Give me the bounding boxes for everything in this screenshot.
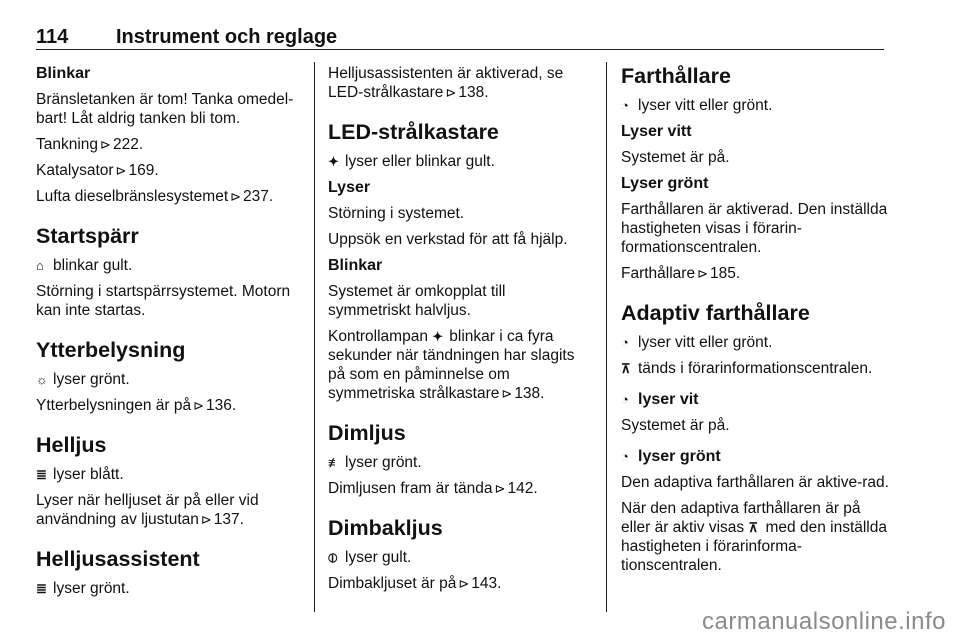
lyser-vitt-heading: Lyser vitt (621, 123, 692, 140)
column-2 (328, 64, 590, 600)
led-indicator: ✦ lyser eller blinkar gult. (328, 153, 495, 170)
farth-ref: Farthållare ⊳ 185. (621, 265, 741, 282)
dimbak-indicator: ⦶ lyser gult. (328, 549, 412, 566)
adaptiv-indicator: ◔ lyser vitt eller grönt. (621, 334, 773, 351)
startsparr-heading: Startspärr (36, 224, 139, 248)
column-divider (606, 62, 607, 612)
lyser-gront-adaptiv-heading: ◔ lyser grönt (621, 448, 721, 465)
section-title: Instrument och reglage (116, 26, 338, 48)
header-rule (36, 49, 884, 50)
lyser-gront-text: Farthållaren är aktiverad. Den inställda hastigheten visas i förarin-formationscentralen. (621, 201, 888, 256)
ref-arrow-icon: ⊳ (193, 398, 205, 413)
tankning-ref: Tankning ⊳ 222. (36, 136, 144, 153)
helljus-text: Lyser när helljuset är på eller vid användning av ljustutan ⊳ 137. (36, 492, 259, 528)
ref-arrow-icon: ⊳ (458, 576, 470, 591)
lyser-gront-heading: Lyser grönt (621, 175, 709, 192)
helljusassistent-indicator: ≣ lyser grönt. (36, 580, 130, 597)
blinkar-heading: Blinkar (36, 65, 91, 82)
ref-arrow-icon: ⊳ (100, 137, 111, 152)
ref-arrow-icon: ⊳ (115, 163, 127, 178)
adaptiv-gront-text-2: När den adaptiva farthållaren är på eller är aktiv visas ⊼ med den inställda hastigheten i förarinforma-tionscentralen. (621, 500, 887, 574)
blinkar-text-2: Kontrollampan ✦ blinkar i ca fyra sekunder när tändningen har slagits på som en påminnelse om symmetriska strålkastare ⊳ 138. (328, 328, 575, 402)
exterior-light-icon: ☼ (36, 372, 48, 387)
ref-arrow-icon: ⊳ (200, 512, 212, 527)
helljus-indicator: ≣ lyser blått. (36, 466, 124, 483)
led-heading: LED-strålkastare (328, 120, 499, 144)
vehicle-ahead-icon: ⊼ (748, 520, 759, 535)
assist-text: Helljusassistenten är aktiverad, se LED-strålkastare ⊳ 138. (328, 65, 564, 101)
farthallare-heading: Farthållare (621, 64, 731, 88)
lyser-vitt-text: Systemet är på. (621, 149, 730, 166)
column-divider (314, 62, 315, 612)
fuel-warning-text: Bränsletanken är tom! Tanka omedel-bart! Låt aldrig tanken bli tom. (36, 91, 294, 127)
ref-arrow-icon: ⊳ (697, 266, 708, 281)
dimbakljus-heading: Dimbakljus (328, 516, 443, 540)
blinkar-text-1: Systemet är omkopplat till symmetriskt halvljus. (328, 283, 506, 319)
high-beam-assist-icon: ≣ (36, 581, 47, 596)
lyser-text-2: Uppsök en verkstad för att få hjälp. (328, 231, 568, 248)
ytter-text: Ytterbelysningen är på ⊳ 136. (36, 397, 237, 414)
vehicle-ahead-icon: ⊼ (621, 361, 631, 376)
adaptive-cruise-icon: ◔ (621, 449, 629, 464)
high-beam-icon: ≣ (36, 467, 47, 482)
immobilizer-icon: ⌂ (36, 258, 44, 273)
helljus-heading: Helljus (36, 433, 107, 457)
ref-arrow-icon: ⊳ (230, 189, 242, 204)
rear-fog-light-icon: ⦶ (328, 550, 338, 565)
lyser-heading: Lyser (328, 179, 371, 196)
led-headlight-icon: ✦ (432, 329, 444, 344)
cruise-control-icon: ◔ (621, 98, 629, 113)
column-1 (36, 64, 300, 605)
dimljus-indicator: ≢ lyser grönt. (328, 454, 422, 471)
startsparr-text: Störning i startspärrsystemet. Motorn kan inte startas. (36, 283, 291, 319)
lufta-ref: Lufta dieselbränslesystemet ⊳ 237. (36, 188, 274, 205)
farth-indicator: ◔ lyser vitt eller grönt. (621, 97, 773, 114)
led-headlight-icon: ✦ (328, 154, 339, 169)
lyser-text-1: Störning i systemet. (328, 205, 465, 222)
dimljus-heading: Dimljus (328, 421, 406, 445)
helljusassistent-heading: Helljusassistent (36, 547, 200, 571)
page-number: 114 (36, 26, 69, 48)
ytter-indicator: ☼ lyser grönt. (36, 371, 130, 388)
watermark: carmanualsonline.info (702, 608, 946, 635)
dimljus-text: Dimljusen fram är tända ⊳ 142. (328, 480, 538, 497)
column-3 (621, 64, 889, 582)
adaptiv-heading: Adaptiv farthållare (621, 301, 810, 325)
adaptiv-indicator-2: ⊼ tänds i förarinformationscentralen. (621, 360, 873, 377)
ref-arrow-icon: ⊳ (445, 85, 457, 100)
ref-arrow-icon: ⊳ (494, 481, 506, 496)
dimbak-text: Dimbakljuset är på ⊳ 143. (328, 575, 502, 592)
ref-arrow-icon: ⊳ (501, 386, 513, 401)
lyser-vit-text: Systemet är på. (621, 417, 730, 434)
blinkar-heading: Blinkar (328, 257, 383, 274)
lyser-vit-heading: ◔ lyser vit (621, 391, 699, 408)
adaptiv-gront-text: Den adaptiva farthållaren är aktive-rad. (621, 474, 889, 491)
katalysator-ref: Katalysator ⊳ 169. (36, 162, 159, 179)
ytterbelysning-heading: Ytterbelysning (36, 338, 186, 362)
adaptive-cruise-icon: ◔ (621, 392, 629, 407)
startsparr-indicator: ⌂ blinkar gult. (36, 257, 133, 274)
fog-light-icon: ≢ (328, 455, 341, 470)
adaptive-cruise-icon: ◔ (621, 335, 629, 350)
